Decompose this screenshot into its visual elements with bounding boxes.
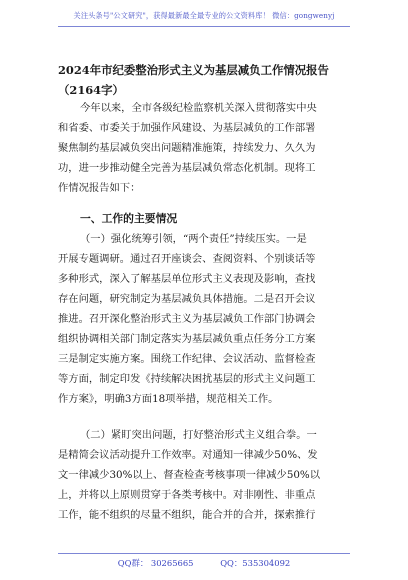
qq-group-number: QQ群： 30265665 — [117, 558, 194, 568]
paragraph-line: 工作，能不组织的尽量不组织，能合并的合并，探索推行 — [58, 509, 316, 521]
header-promo-note: 关注头条号"公文研究"，获得最新最全最专业的公文资料库！ 微信：gongwenyj — [73, 11, 335, 20]
paragraph-line: 作方案》，明确3方面18项举措，规范相关工作。 — [58, 393, 279, 405]
paragraph-two — [58, 425, 349, 525]
paragraph-line: 文一律减少30%以上、督查检查考核事项一律减少50%以 — [58, 469, 321, 481]
paragraph-line: 三是制定实施方案。围绕工作纪律、会议活动、监督检查 — [58, 353, 316, 365]
header-divider — [58, 26, 350, 27]
section-heading: 一、工作的主要情况 — [80, 212, 178, 225]
paragraph-line: （一）强化统筹引领，“两个责任”持续压实。一是 — [80, 233, 307, 245]
paragraph-line: 是精简会议活动提升工作效率。对通知一律减少50%、发 — [58, 449, 318, 461]
paragraph-line: 上，并将以上原则贯穿于各类考核中。对非刚性、非重点 — [58, 489, 316, 501]
paragraph-line: 等方面，制定印发《持续解决困扰基层的形式主义问题工 — [58, 373, 316, 385]
intro-line: 聚焦制约基层减负突出问题精准施策，持续发力、久久为 — [58, 142, 316, 154]
document-title: 2024年市纪委整治形式主义为基层减负工作情况报告 — [58, 63, 329, 77]
paragraph-one — [58, 229, 349, 409]
footer-contact — [0, 557, 408, 569]
paragraph-line: 多种形式，深入了解基层单位形式主义表现及影响，查找 — [58, 273, 316, 285]
document-word-count: （2164字） — [58, 83, 124, 97]
intro-line: 和省委、市委关于加强作风建设、为基层减负的工作部署 — [58, 122, 316, 134]
intro-line: 作情况报告如下： — [58, 182, 141, 194]
footer-divider — [58, 553, 350, 554]
paragraph-line: 组织协调相关部门制定落实为基层减负重点任务分工方案 — [58, 333, 316, 345]
paragraph-line: 推进。召开深化整治形式主义为基层减负工作部门协调会 — [58, 313, 316, 325]
qq-number: QQ：535304092 — [220, 558, 291, 568]
paragraph-line: 存在问题，研究制定为基层减负具体措施。二是召开会议 — [58, 293, 316, 305]
intro-line: 今年以来，全市各级纪检监察机关深入贯彻落实中央 — [80, 102, 317, 114]
paragraph-line: （二）紧盯突出问题，打好整治形式主义组合拳。一 — [80, 429, 317, 441]
paragraph-line: 开展专题调研。通过召开座谈会、查阅资料、个别谈话等 — [58, 253, 316, 265]
intro-paragraph — [58, 98, 349, 198]
intro-line: 功，进一步推动健全完善为基层减负常态化机制。现将工 — [58, 162, 316, 174]
